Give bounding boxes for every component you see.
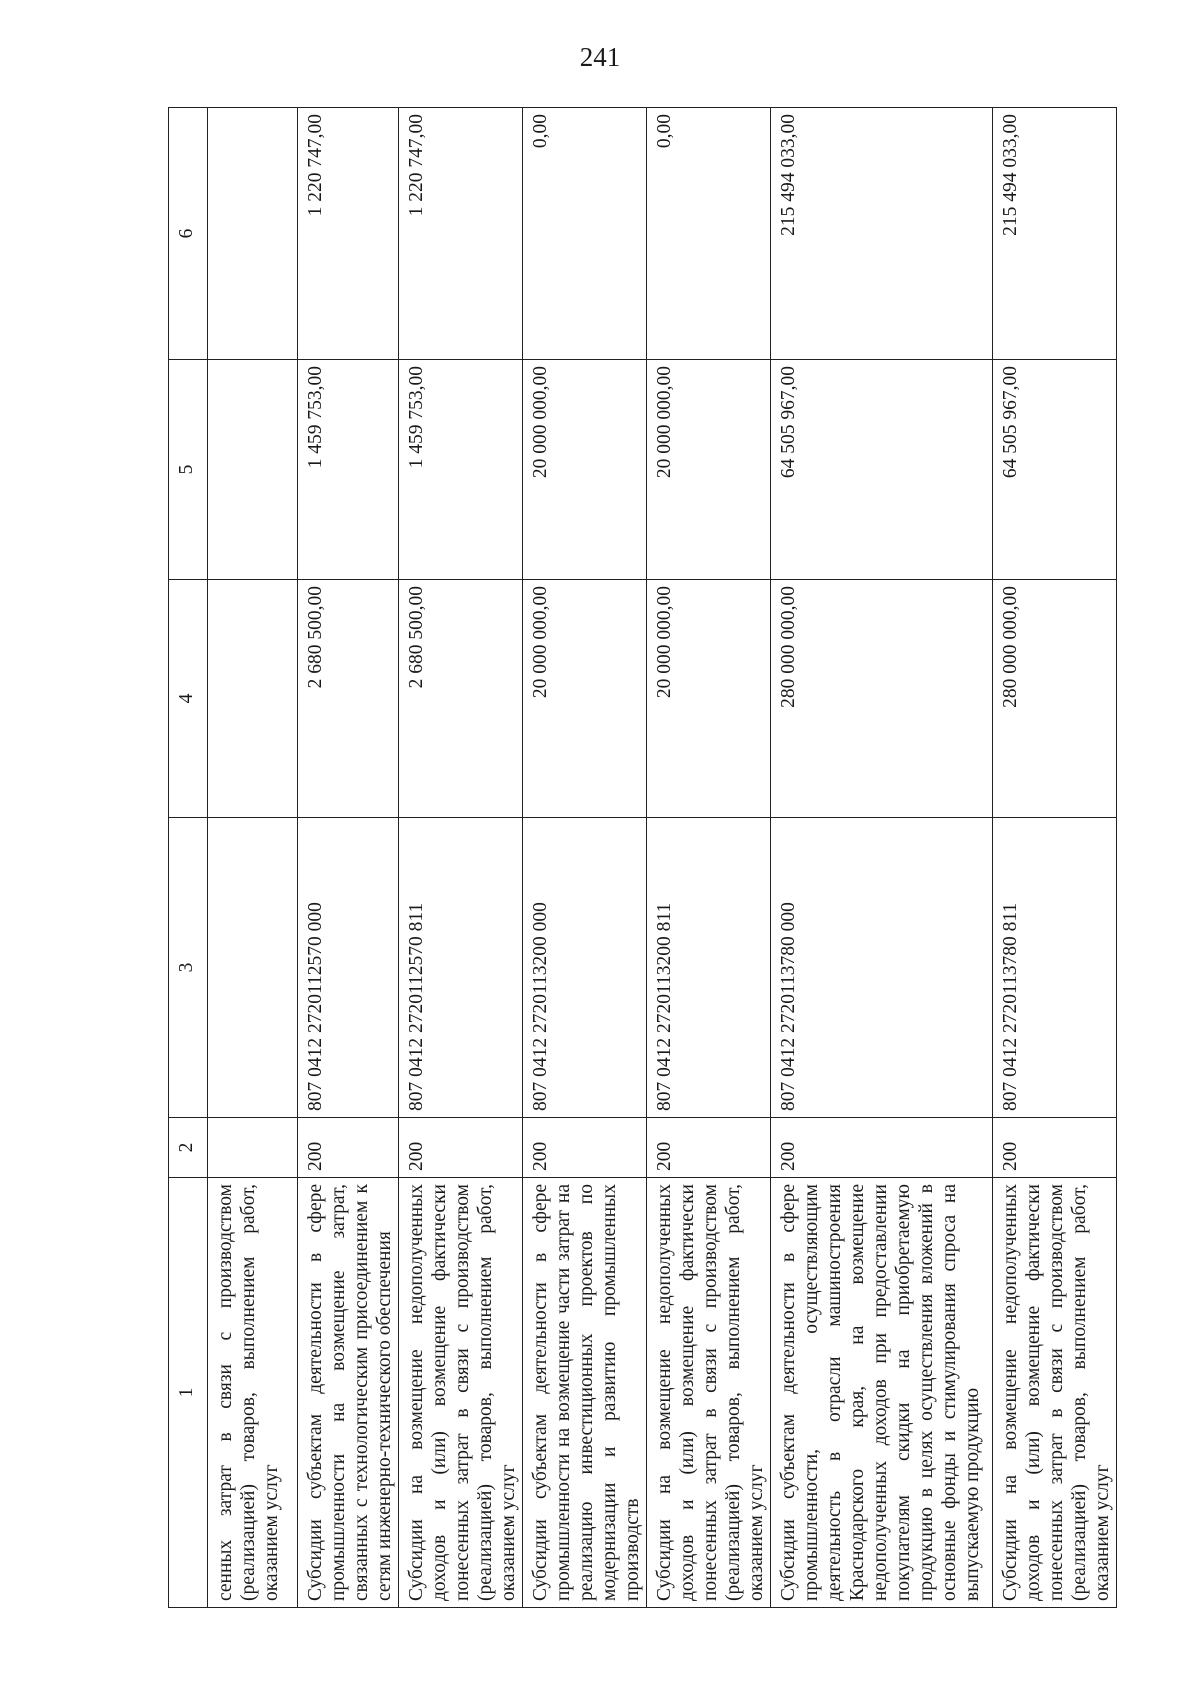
amount-cell: 1 459 753,00	[399, 360, 523, 580]
code-cell: 807 0412 2720112570 000	[298, 818, 399, 1118]
table-container	[168, 108, 1113, 1608]
amount-cell: 20 000 000,00	[647, 580, 771, 818]
type-cell: 200	[298, 1118, 399, 1178]
amount-cell: 2 680 500,00	[298, 580, 399, 818]
table-row	[993, 108, 1117, 1608]
type-cell	[208, 1118, 298, 1178]
column-header: 4	[169, 580, 208, 818]
amount-cell	[208, 360, 298, 580]
amount-cell	[208, 108, 298, 360]
type-cell: 200	[399, 1118, 523, 1178]
amount-cell: 64 505 967,00	[771, 360, 993, 580]
amount-cell: 2 680 500,00	[399, 580, 523, 818]
type-cell: 200	[647, 1118, 771, 1178]
amount-cell	[208, 580, 298, 818]
type-cell: 200	[993, 1118, 1117, 1178]
amount-cell: 20 000 000,00	[647, 360, 771, 580]
column-header: 6	[169, 108, 208, 360]
table-row	[399, 108, 523, 1608]
column-header: 2	[169, 1118, 208, 1178]
description-cell: Субсидии субъектам деятельности в сфере промышленности на возмещение затрат, связанных с технологическим присоединением к сетям инженерно-технического обеспечения	[298, 1178, 399, 1608]
amount-cell: 215 494 033,00	[771, 108, 993, 360]
amount-cell: 20 000 000,00	[523, 580, 647, 818]
code-cell: 807 0412 2720113780 811	[993, 818, 1117, 1118]
column-header: 5	[169, 360, 208, 580]
description-cell: сенных затрат в связи с производством (реализацией) товаров, выполнением работ, оказанием услуг	[208, 1178, 298, 1608]
table-row	[208, 108, 298, 1608]
table-row	[298, 108, 399, 1608]
description-cell: Субсидии на возмещение недополученных доходов и (или) возмещение фактически понесенных затрат в связи с производством (реализацией) товаров, выполнением работ, оказанием услуг	[647, 1178, 771, 1608]
type-cell: 200	[523, 1118, 647, 1178]
table-row	[771, 108, 993, 1608]
description-cell: Субсидии на возмещение недополученных доходов и (или) возмещение фактически понесенных затрат в связи с производством (реализацией) товаров, выполнением работ, оказанием услуг	[993, 1178, 1117, 1608]
amount-cell: 215 494 033,00	[993, 108, 1117, 360]
amount-cell: 64 505 967,00	[993, 360, 1117, 580]
budget-table	[168, 107, 1117, 1608]
code-cell: 807 0412 2720113780 000	[771, 818, 993, 1118]
table-row	[647, 108, 771, 1608]
amount-cell: 0,00	[647, 108, 771, 360]
code-cell: 807 0412 2720113200 000	[523, 818, 647, 1118]
description-cell: Субсидии субъектам деятельности в сфере промышленности на возмещение части затрат на реализацию инвестиционных проектов по модернизации и развитию промышленных производств	[523, 1178, 647, 1608]
column-number-row	[169, 108, 208, 1608]
amount-cell: 1 459 753,00	[298, 360, 399, 580]
description-cell: Субсидии на возмещение недополученных доходов и (или) возмещение фактически понесенных затрат в связи с производством (реализацией) товаров, выполнением работ, оказанием услуг	[399, 1178, 523, 1608]
code-cell	[208, 818, 298, 1118]
amount-cell: 280 000 000,00	[993, 580, 1117, 818]
rotated-table-frame	[168, 108, 1113, 1608]
description-cell: Субсидии субъектам деятельности в сфере промышленности, осуществляющим деятельность в отрасли машиностроения Краснодарского края, на возмещение недополученных доходов при предоставлении покупателям скидки на приобретаемую продукцию в целях осуществления вложений в основные фонды и стимулирования спроса на выпускаемую продукцию	[771, 1178, 993, 1608]
amount-cell: 1 220 747,00	[298, 108, 399, 360]
amount-cell: 1 220 747,00	[399, 108, 523, 360]
amount-cell: 20 000 000,00	[523, 360, 647, 580]
table-row	[523, 108, 647, 1608]
code-cell: 807 0412 2720112570 811	[399, 818, 523, 1118]
amount-cell: 0,00	[523, 108, 647, 360]
code-cell: 807 0412 2720113200 811	[647, 818, 771, 1118]
type-cell: 200	[771, 1118, 993, 1178]
amount-cell: 280 000 000,00	[771, 580, 993, 818]
column-header: 3	[169, 818, 208, 1118]
page-number: 241	[579, 42, 621, 72]
column-header: 1	[169, 1178, 208, 1608]
